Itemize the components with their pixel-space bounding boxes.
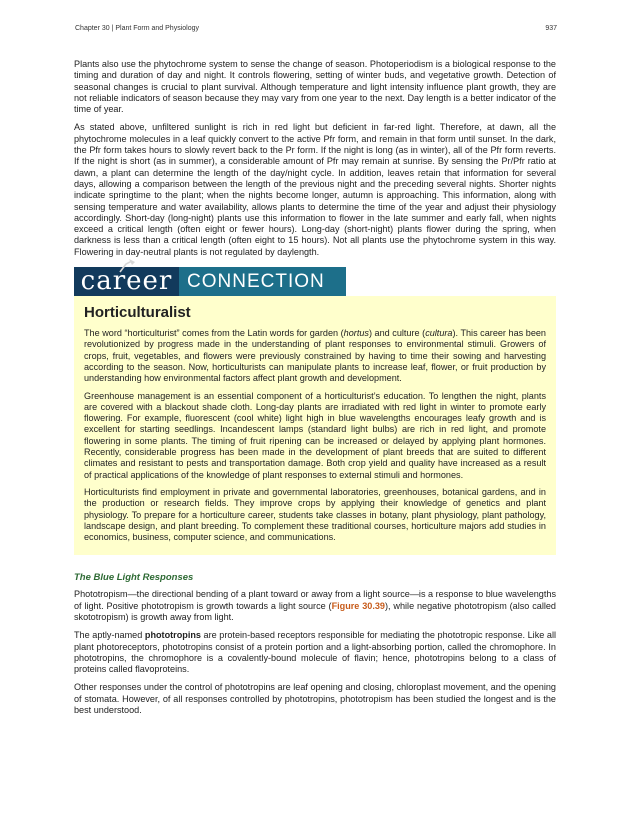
career-connection-banner <box>74 267 346 296</box>
career-paragraph-3: Horticulturists find employment in private and governmental laboratories, greenhouses, botanical gardens, and in the production or research fields. They improve crops by applying their knowledge of genetics and plant physiology. To prepare for a horticulture career, students take classes in botany, plant physiology, plant pathology, landscape design, and plant breeding. To complement these traditional courses, horticulture majors add studies in economics, business, computer science, and communications. <box>84 486 546 543</box>
page-number: 937 <box>545 25 557 32</box>
paragraph-photoperiodism: Plants also use the phytochrome system to sense the change of season. Photoperiodism is a biological response to the timing and duration of day and night. It controls flowering, setting of winter buds, and vegetative growth. Detection of seasonal changes is crucial to plant survival. Although temperature and light intensity influence plant growth, they are not reliable indicators of season because they may vary from one year to the next. Day length is a better indicator of the time of year. <box>74 59 556 115</box>
paragraph-phototropins: The aptly-named phototropins are protein-based receptors responsible for mediating the phototropic response. Like all plant photoreceptors, phototropins consist of a protein portion and a light-absorbing portion, called the chromophore. In phototropins, the chromophore is a covalently-bound molecule of flavin; hence, phototropins belong to a class of proteins called flavoproteins. <box>74 630 556 675</box>
chapter-title: Chapter 30 | Plant Form and Physiology <box>75 25 199 32</box>
page-header <box>75 25 557 37</box>
career-paragraph-2: Greenhouse management is an essential component of a horticulturist’s education. To lengthen the night, plants are covered with a blackout shade cloth. Long-day plants are irradiated with red light in winter to promote early flowering. For example, fluorescent (cool white) light high in blue wavelengths encourages leafy growth and is excellent for starting seedlings. Incandescent lamps (standard light bulbs) are rich in red light, and promote flowering in some plants. The timing of fruit ripening can be increased or delayed by applying plant hormones. Recently, considerable progress has been made in the development of plant breeds that are suited to different climates and resistant to pests and transportation damage. Both crop yield and quality have increased as a result of practical applications of the knowledge of plant responses to external stimuli and hormones. <box>84 390 546 480</box>
figure-link[interactable]: Figure 30.39 <box>331 600 385 611</box>
career-paragraph-1: The word “horticulturist” comes from the Latin words for garden (hortus) and culture (cultura). This career has been revolutionized by progress made in the understanding of plant responses to environmental stimuli. Growers of crops, fruit, vegetables, and flowers were previously constrained by having to time their sowing and harvesting according to the season. Now, horticulturists can manipulate plants to increase leaf, flower, or fruit production by understanding how environmental factors affect plant growth and development. <box>84 328 546 384</box>
desk-lamp-icon <box>118 259 136 273</box>
career-logo-text: career <box>80 266 173 297</box>
term-phototropins: phototropins <box>144 630 201 641</box>
paragraph-phytochrome-dawn: As stated above, unfiltered sunlight is rich in red light but deficient in far-red light. Therefore, at dawn, all the phytochrome molecules in a leaf quickly convert to the active Pfr form, and remain in that form until sunset. In the dark, the Pfr form takes hours to slowly revert back to the Pr form. If the night is long (as in winter), all of the Pfr form reverts. If the night is short (as in summer), a considerable amount of Pfr may remain at sunrise. By sensing the Pr/Pfr ratio at dawn, a plant can determine the length of the day/night cycle. In addition, leaves retain that information for several days, allowing a comparison between the length of the previous night and the preceding several nights. Shorter nights indicate springtime to the plant; when the nights become longer, autumn is approaching. This information, along with sensing temperature and water availability, allows plants to determine the time of the year and adjust their physiology accordingly. Short-day (long-night) plants use this information to flower in the late summer and early fall, when nights exceed a critical length (often eight or fewer hours). Long-day (short-night) plants flower during the spring, when darkness is less than a critical length (often eight to 15 hours). Not all plants use the phytochrome system in this way. Flowering in day-neutral plants is not regulated by daylength. <box>74 122 556 257</box>
career-logo <box>74 267 179 296</box>
page-content <box>74 59 556 723</box>
section-heading: The Blue Light Responses <box>74 572 194 584</box>
connection-label: CONNECTION <box>179 267 346 296</box>
career-title: Horticulturalist <box>84 304 191 322</box>
career-box <box>74 296 556 555</box>
paragraph-other-responses: Other responses under the control of phototropins are leaf opening and closing, chloroplast movement, and the opening of stomata. However, of all responses controlled by phototropins, phototropism has been studied the longest and is the best understood. <box>74 682 556 716</box>
paragraph-phototropism: Phototropism—the directional bending of a plant toward or away from a light source—is a response to blue wavelengths of light. Positive phototropism is growth towards a light source (Figure 30.39), while negative phototropism (also called skototropism) is growth away from light. <box>74 589 556 622</box>
